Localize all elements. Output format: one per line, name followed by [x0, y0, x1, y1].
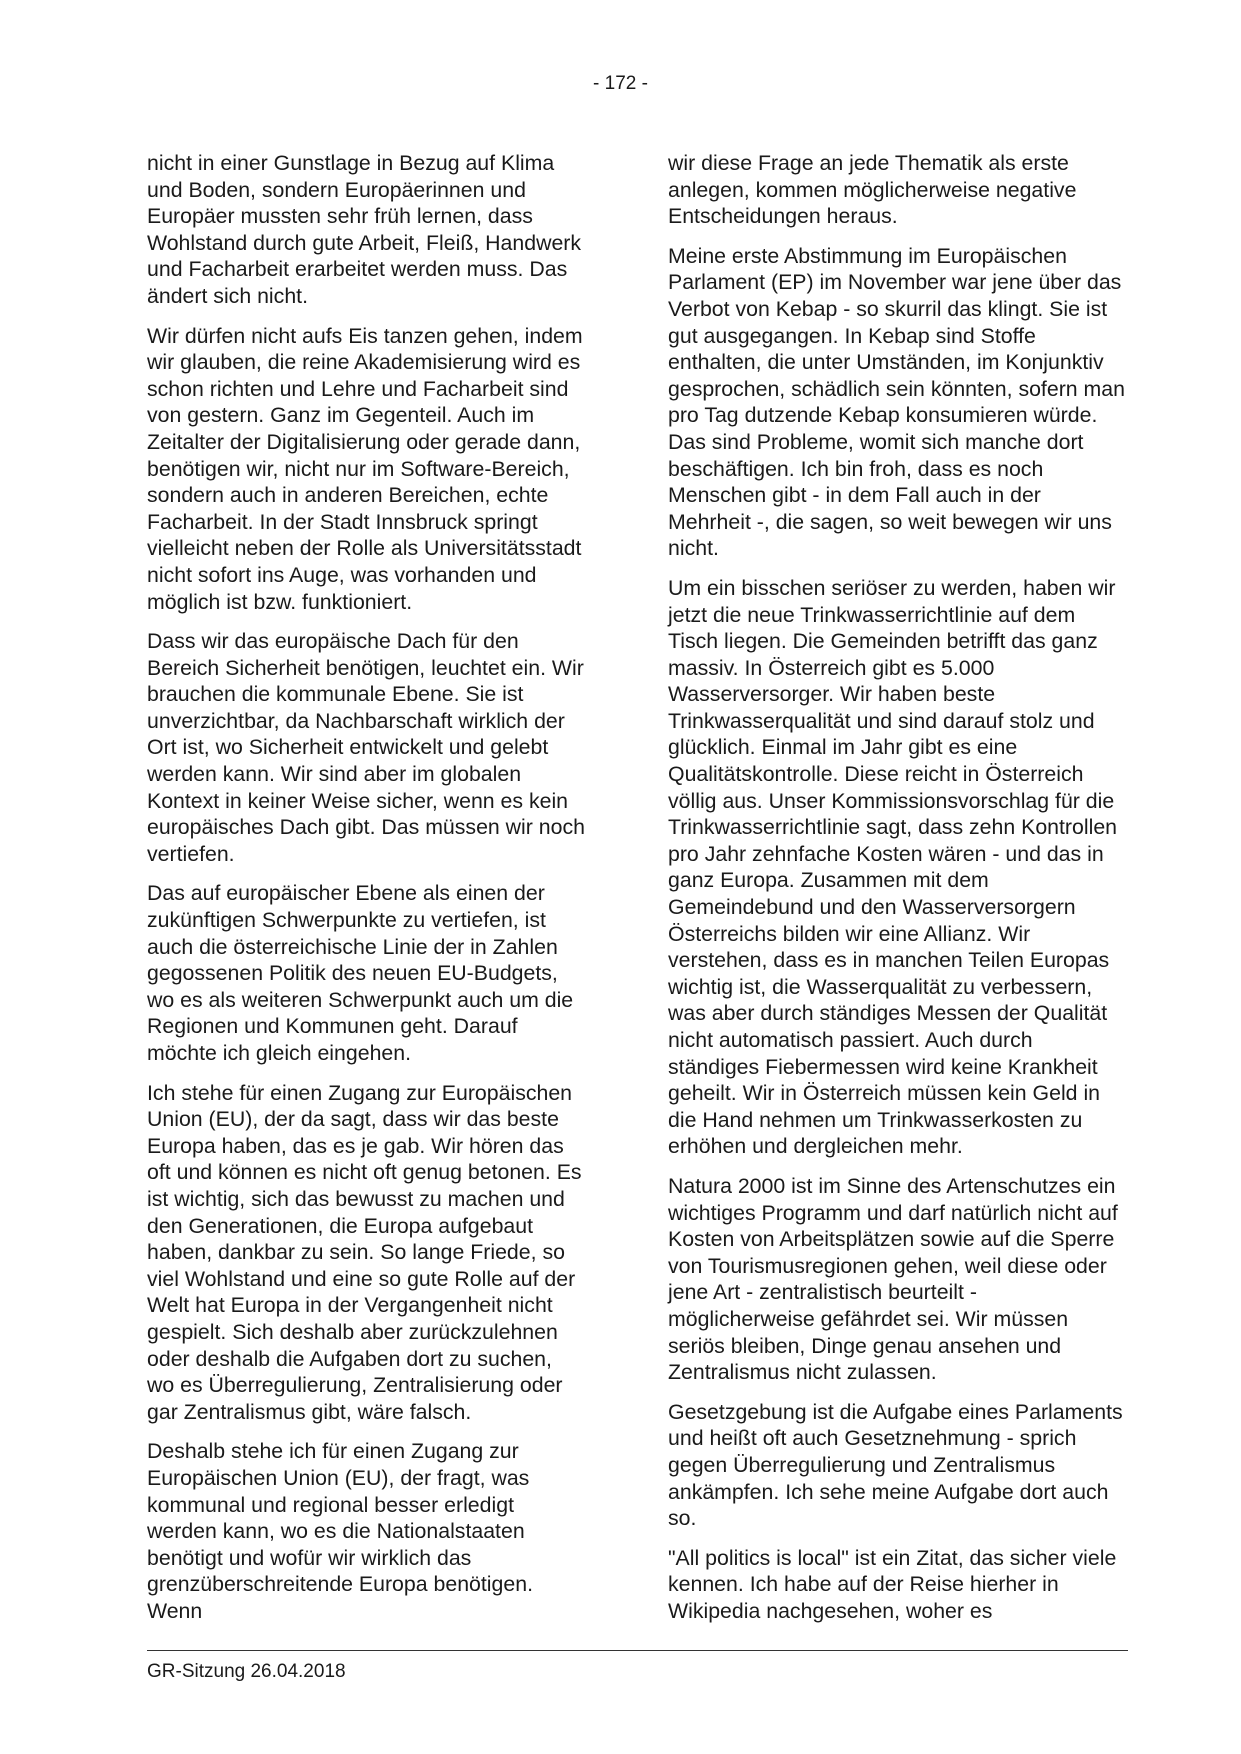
paragraph: Meine erste Abstimmung im Europäischen Parlament (EP) im November war jene über das Verbot von Kebap - so skurril das klingt. Sie ist gut ausgegangen. In Kebap sind Stoffe enthalten, die unter Umständen, im Konjunktiv gesprochen, schädlich sein könnten, sofern man pro Tag dutzende Kebap konsumieren würde. Das sind Probleme, womit sich manche dort beschäftigen. Ich bin froh, dass es noch Menschen gibt - in dem Fall auch in der Mehrheit -, die sagen, so weit bewegen wir uns nicht. — [668, 243, 1125, 561]
right-text-column — [668, 150, 1128, 1637]
paragraph: Dass wir das europäische Dach für den Bereich Sicherheit benötigen, leuchtet ein. Wir brauchen die kommunale Ebene. Sie ist unverzichtbar, da Nachbarschaft wirklich der Ort ist, wo Sicherheit entwickelt und gelebt werden kann. Wir sind aber im globalen Kontext in keiner Weise sicher, wenn es kein europäisches Dach gibt. Das müssen wir noch vertiefen. — [147, 629, 585, 866]
left-text-column — [147, 150, 585, 1637]
paragraph: Gesetzgebung ist die Aufgabe eines Parlaments und heißt oft auch Gesetznehmung - sprich gegen Überregulierung und Zentralismus ankämpfen. Ich sehe meine Aufgabe dort auch so. — [668, 1399, 1123, 1531]
paragraph: Deshalb stehe ich für einen Zugang zur Europäischen Union (EU), der fragt, was kommunal und regional besser erledigt werden kann, wo es die Nationalstaaten benötigt und wofür wir wirklich das grenzüberschreitende Europa benötigen. Wenn — [147, 1439, 533, 1623]
page-number: - 172 - — [593, 73, 648, 94]
paragraph: Natura 2000 ist im Sinne des Artenschutzes ein wichtiges Programm und darf natürlich nicht auf Kosten von Arbeitsplätzen sowie auf die Sperre von Tourismusregionen gehen, weil diese oder jene Art - zentralistisch beurteilt - möglicherweise gefährdet sei. Wir müssen seriös bleiben, Dinge genau ansehen und Zentralismus nicht zulassen. — [668, 1173, 1118, 1385]
footer-divider — [147, 1650, 1128, 1651]
paragraph: Um ein bisschen seriöser zu werden, haben wir jetzt die neue Trinkwasserrichtlinie auf dem Tisch liegen. Die Gemeinden betrifft das ganz massiv. In Österreich gibt es 5.000 Wasserversorger. Wir haben beste Trinkwasserqualität und sind darauf stolz und glücklich. Einmal im Jahr gibt es eine Qualitätskontrolle. Diese reicht in Österreich völlig aus. Unser Kommissionsvorschlag für die Trinkwasserrichtlinie sagt, dass zehn Kontrollen pro Jahr zehnfache Kosten wären - und das in ganz Europa. Zusammen mit dem Gemeindebund und den Wasserversorgern Österreichs bilden wir eine Allianz. Wir verstehen, dass es in manchen Teilen Europas wichtig ist, die Wasserqualität zu verbessern, was aber durch ständiges Messen der Qualität nicht automatisch passiert. Auch durch ständiges Fiebermessen wird keine Krankheit geheilt. Wir in Österreich müssen kein Geld in die Hand nehmen um Trinkwasserkosten zu erhöhen und dergleichen mehr. — [668, 575, 1118, 1159]
paragraph: wir diese Frage an jede Thematik als erste anlegen, kommen möglicherweise negative Entscheidungen heraus. — [668, 151, 1077, 229]
paragraph: nicht in einer Gunstlage in Bezug auf Klima und Boden, sondern Europäerinnen und Europäer mussten sehr früh lernen, dass Wohlstand durch gute Arbeit, Fleiß, Handwerk und Facharbeit erarbeitet werden muss. Das ändert sich nicht. — [147, 151, 582, 308]
paragraph: Ich stehe für einen Zugang zur Europäischen Union (EU), der da sagt, dass wir das beste Europa haben, das es je gab. Wir hören das oft und können es nicht oft genug betonen. Es ist wichtig, sich das bewusst zu machen und den Generationen, die Europa aufgebaut haben, dankbar zu sein. So lange Friede, so viel Wohlstand und eine so gute Rolle auf der Welt hat Europa in der Vergangenheit nicht gespielt. Sich deshalb aber zurückzulehnen oder deshalb die Aufgaben dort zu suchen, wo es Überregulierung, Zentralisierung oder gar Zentralismus gibt, wäre falsch. — [147, 1080, 582, 1424]
paragraph: Wir dürfen nicht aufs Eis tanzen gehen, indem wir glauben, die reine Akademisierung wird es schon richten und Lehre und Facharbeit sind von gestern. Ganz im Gegenteil. Auch im Zeitalter der Digitalisierung oder gerade dann, benötigen wir, nicht nur im Software-Bereich, sondern auch in anderen Bereichen, echte Facharbeit. In der Stadt Innsbruck springt vielleicht neben der Rolle als Universitätsstadt nicht sofort ins Auge, was vorhanden und möglich ist bzw. funktioniert. — [147, 323, 583, 614]
paragraph: "All politics is local" ist ein Zitat, das sicher viele kennen. Ich habe auf der Reise hierher in Wikipedia nachgesehen, woher es — [668, 1545, 1117, 1623]
footer-session-date: GR-Sitzung 26.04.2018 — [147, 1661, 346, 1682]
paragraph: Das auf europäischer Ebene als einen der zukünftigen Schwerpunkte zu vertiefen, ist auch die österreichische Linie der in Zahlen gegossenen Politik des neuen EU-Budgets, wo es als weiteren Schwerpunkt auch um die Regionen und Kommunen geht. Darauf möchte ich gleich eingehen. — [147, 881, 574, 1065]
